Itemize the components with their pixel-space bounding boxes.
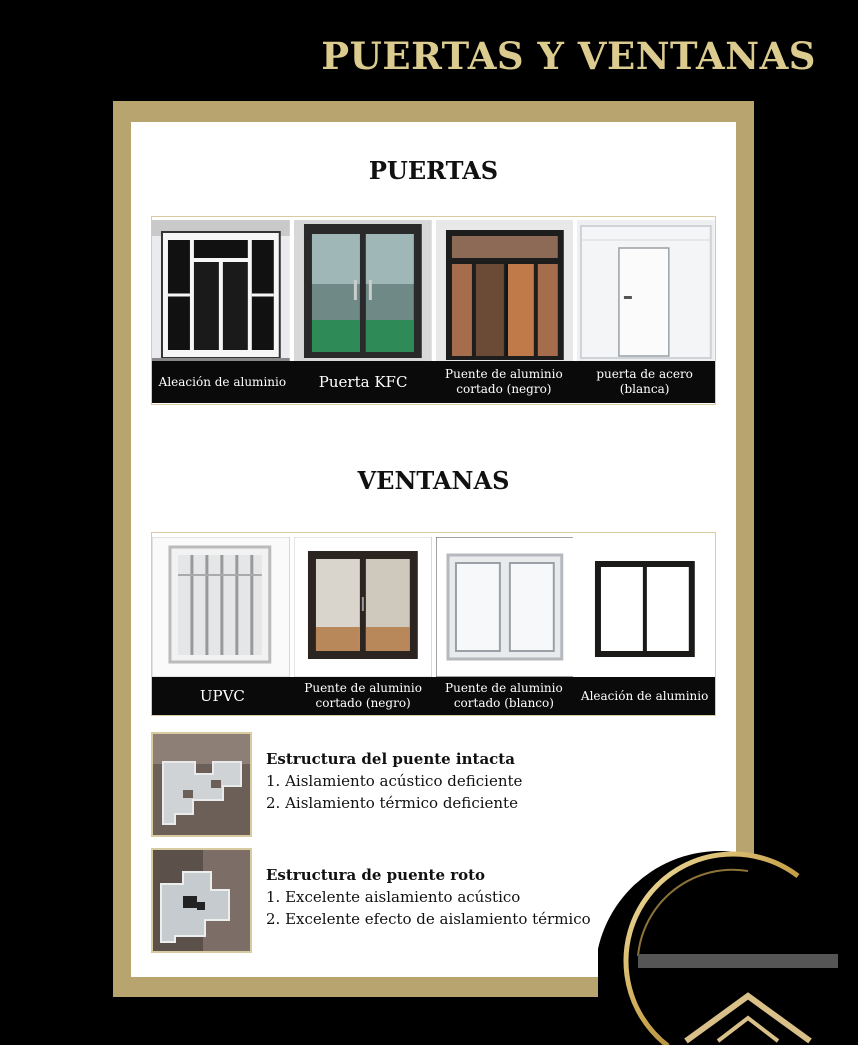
window-caption: Puente de aluminio cortado (blanco) bbox=[445, 681, 563, 710]
page-title: PUERTAS Y VENTANAS bbox=[321, 34, 816, 78]
doors-section-title: PUERTAS bbox=[368, 156, 499, 185]
window-black-image bbox=[294, 537, 432, 677]
window-white-image bbox=[436, 537, 574, 677]
intact-bridge-point: 1. Aislamiento acústico deficiente bbox=[266, 772, 523, 790]
windows-gallery bbox=[151, 532, 716, 716]
door-caption: puerta de acero (blanca) bbox=[596, 367, 693, 396]
black-door-icon bbox=[436, 220, 574, 361]
intact-bridge-description bbox=[266, 750, 522, 816]
windows-section-title: VENTANAS bbox=[357, 466, 510, 495]
aluminum-window-icon bbox=[577, 537, 715, 677]
aluminum-door-icon bbox=[152, 220, 290, 361]
upvc-window-icon bbox=[152, 537, 290, 677]
window-caption: UPVC bbox=[199, 686, 245, 705]
window-caption: Puente de aluminio cortado (negro) bbox=[304, 681, 422, 710]
doors-gallery bbox=[151, 216, 716, 405]
window-caption: Aleación de aluminio bbox=[580, 688, 709, 703]
broken-bridge-point: 1. Excelente aislamiento acústico bbox=[266, 888, 521, 906]
intact-bridge-title: Estructura del puente intacta bbox=[266, 750, 515, 768]
door-kfc-image bbox=[294, 220, 432, 361]
door-black-image bbox=[436, 220, 574, 361]
window-upvc-image bbox=[152, 537, 290, 677]
steel-door-icon bbox=[577, 220, 715, 361]
intact-bridge-profile-image bbox=[151, 732, 252, 837]
door-steel-image bbox=[577, 220, 715, 361]
door-caption: Aleación de aluminio bbox=[158, 374, 287, 389]
door-caption: Puente de aluminio cortado (negro) bbox=[445, 367, 563, 396]
intact-bridge-point: 2. Aislamiento térmico deficiente bbox=[266, 794, 518, 812]
windows-image-row bbox=[152, 537, 715, 677]
white-window-icon bbox=[436, 537, 574, 677]
window-aluminum-image bbox=[577, 537, 715, 677]
broken-bridge-description bbox=[266, 866, 591, 932]
windows-caption-bar bbox=[152, 677, 715, 715]
door-aluminum-image bbox=[152, 220, 290, 361]
broken-bridge-profile-image bbox=[151, 848, 252, 953]
kfc-door-icon bbox=[294, 220, 432, 361]
broken-bridge-title: Estructura de puente roto bbox=[266, 866, 486, 884]
doors-image-row bbox=[152, 220, 715, 361]
profile-intact-icon bbox=[153, 734, 250, 835]
door-caption: Puerta KFC bbox=[318, 372, 408, 391]
profile-broken-icon bbox=[153, 850, 250, 951]
house-roof-logo-icon bbox=[598, 836, 858, 1045]
black-window-icon bbox=[294, 537, 432, 677]
doors-caption-bar bbox=[152, 361, 715, 403]
broken-bridge-point: 2. Excelente efecto de aislamiento térmico bbox=[266, 910, 591, 928]
